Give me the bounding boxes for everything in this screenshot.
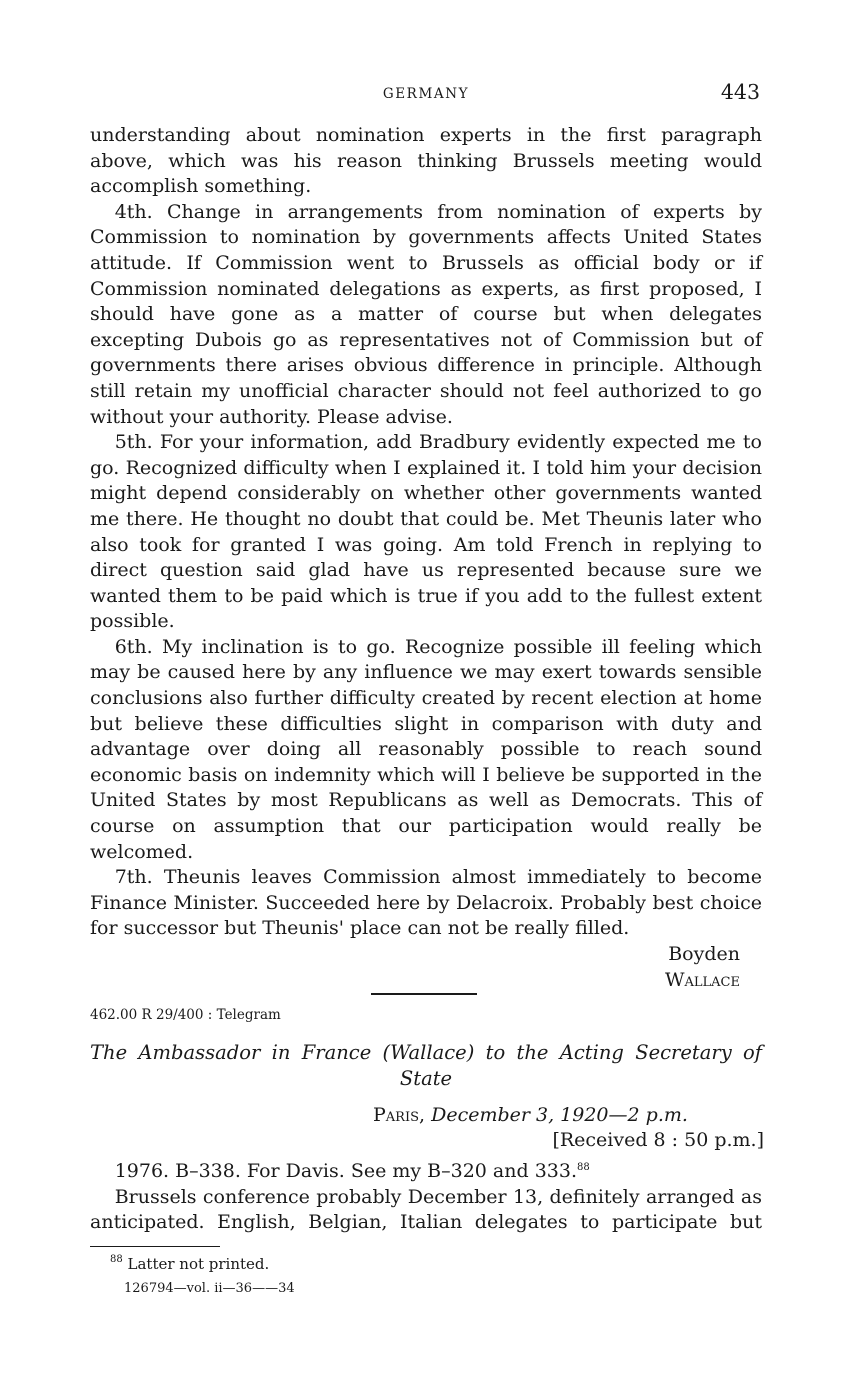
- paragraph-4th: 4th. Change in arrangements from nomination of experts by Commission to nomination by governments affects United States attitude. If Commission went to Brussels as official body or if Commission nominated delegations as experts, as first proposed, I should have gone as a matter of course but when delegates excepting Dubois go as representatives not of Commission but of governments there arises obvious difference in principle. Although still retain my unofficial character should not feel authorized to go without your authority. Please advise.: [90, 200, 762, 428]
- dateline: [373, 1104, 688, 1126]
- paragraph-continuation: understanding about nomination experts in the first paragraph above, which was his reason thinking Brussels meeting would accomplish something.: [90, 124, 762, 198]
- footnote-text: Latter not printed.: [127, 1255, 270, 1273]
- print-code: 126794—vol. ii—36——34: [124, 1281, 295, 1296]
- paragraph-5th: 5th. For your information, add Bradbury evidently expected me to go. Recognized difficulty when I explained it. I told him your decision might depend considerably on whether other governments wanted me there. He thought no doubt that could be. Met Theunis later who also took for granted I was going. Am told French in replying to direct question said glad have us represented because sure we wanted them to be paid which is true if you add to the fullest extent possible.: [90, 431, 762, 633]
- page-number: 443: [720, 80, 760, 104]
- file-reference: 462.00 R 29/400 : Telegram: [90, 1007, 281, 1023]
- telegram-paragraph-2: Brussels conference probably December 13, definitely arranged as anticipated. English, Belgian, Italian delegates to participate but: [90, 1185, 762, 1234]
- paragraph-6th: 6th. My inclination is to go. Recognize possible ill feeling which may be caused here by any influence we may exert towards sensible conclusions also further difficulty created by recent election at home but believe these difficulties slight in comparison with duty and advantage over doing all reasonably possible to reach sound economic basis on indemnity which will I believe be supported in the United States by most Republicans as well as Democrats. This of course on assumption that our participation would really be welcomed.: [90, 635, 762, 863]
- section-divider: [371, 993, 477, 995]
- signature-last-name: Wallace: [664, 968, 740, 991]
- running-title: GERMANY: [382, 86, 470, 102]
- paragraph-7th: 7th. Theunis leaves Commission almost immediately to become Finance Minister. Succeeded here by Delacroix. Probably best choice for successor but Theunis' place can not be really filled.: [90, 866, 762, 940]
- running-head: [90, 82, 762, 106]
- document-title: The Ambassador in France (Wallace) to the Acting Secretary of State: [90, 1041, 762, 1090]
- telegram-paragraph-1: [90, 1159, 762, 1185]
- signature-first-name: Boyden: [668, 943, 740, 965]
- dateline-place: Paris,: [373, 1104, 426, 1126]
- footnote-rule: [90, 1246, 220, 1247]
- dateline-date: December 3, 1920—2 p.m.: [431, 1104, 688, 1126]
- telegram-body: [90, 1159, 762, 1236]
- footnote-reference: 88: [577, 1162, 590, 1173]
- telegram-paragraph-1-text: 1976. B–338. For Davis. See my B–320 and 333.: [114, 1160, 578, 1182]
- letter-body: [90, 123, 762, 993]
- footnote: [110, 1255, 269, 1273]
- received-time: [Received 8 : 50 p.m.]: [552, 1129, 764, 1151]
- footnote-marker: 88: [110, 1254, 123, 1265]
